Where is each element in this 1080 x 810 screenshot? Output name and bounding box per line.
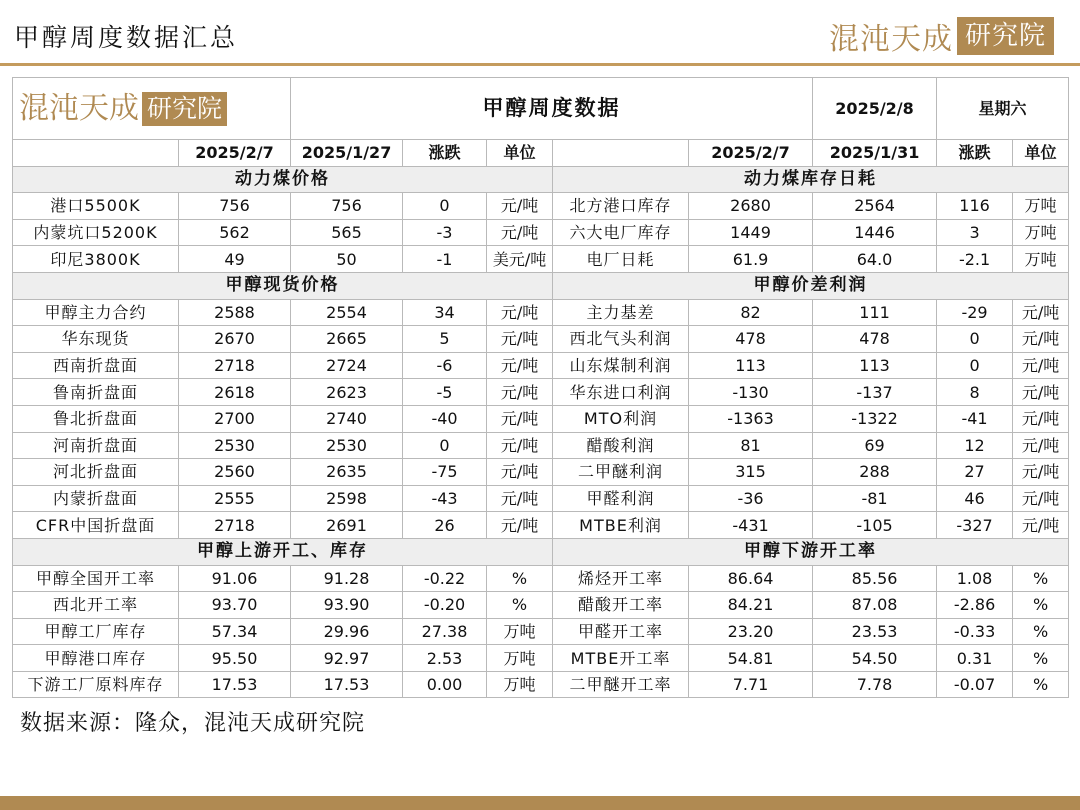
right-previous-cell: 64.0 [813, 246, 937, 273]
table-row [13, 352, 1069, 379]
left-current-cell: 2530 [179, 432, 291, 459]
left-unit-cell: 万吨 [487, 671, 553, 698]
right-change-cell: 12 [937, 432, 1013, 459]
right-unit-cell: % [1013, 618, 1069, 645]
table-logo-text: 混沌天成 [19, 91, 139, 126]
left-current-cell: 2588 [179, 299, 291, 326]
right-change-cell: -2.86 [937, 592, 1013, 619]
section-title-left: 甲醇上游开工、库存 [13, 538, 553, 565]
table-header-row [13, 78, 1069, 140]
right-change-cell: -327 [937, 512, 1013, 539]
right-change-cell: 116 [937, 193, 1013, 220]
left-unit-cell: 元/吨 [487, 405, 553, 432]
right-previous-cell: 7.78 [813, 671, 937, 698]
right-current-cell: 84.21 [689, 592, 813, 619]
right-previous-cell: 87.08 [813, 592, 937, 619]
left-change-cell: 5 [403, 326, 487, 353]
column-header-left-current: 2025/2/7 [179, 140, 291, 167]
right-previous-cell: 85.56 [813, 565, 937, 592]
table-row [13, 645, 1069, 672]
right-change-cell: 0.31 [937, 645, 1013, 672]
right-current-cell: 86.64 [689, 565, 813, 592]
left-name-cell: 鲁北折盘面 [13, 405, 179, 432]
right-previous-cell: 478 [813, 326, 937, 353]
right-current-cell: 478 [689, 326, 813, 353]
right-previous-cell: -105 [813, 512, 937, 539]
left-previous-cell: 2554 [291, 299, 403, 326]
column-header-left-unit: 单位 [487, 140, 553, 167]
left-change-cell: -6 [403, 352, 487, 379]
left-current-cell: 49 [179, 246, 291, 273]
right-name-cell: 电厂日耗 [553, 246, 689, 273]
left-unit-cell: % [487, 592, 553, 619]
left-previous-cell: 565 [291, 219, 403, 246]
left-name-cell: 内蒙折盘面 [13, 485, 179, 512]
left-previous-cell: 17.53 [291, 671, 403, 698]
left-current-cell: 2718 [179, 352, 291, 379]
table-logo-seal: 研究院 [142, 92, 227, 126]
right-unit-cell: 元/吨 [1013, 432, 1069, 459]
right-unit-cell: 元/吨 [1013, 326, 1069, 353]
left-change-cell: 26 [403, 512, 487, 539]
left-name-cell: 华东现货 [13, 326, 179, 353]
header-divider [0, 63, 1080, 66]
right-unit-cell: 元/吨 [1013, 299, 1069, 326]
column-header-blank-right [553, 140, 689, 167]
left-change-cell: -0.22 [403, 565, 487, 592]
left-change-cell: -75 [403, 459, 487, 486]
left-change-cell: 34 [403, 299, 487, 326]
left-unit-cell: 元/吨 [487, 432, 553, 459]
left-current-cell: 91.06 [179, 565, 291, 592]
right-name-cell: 烯烃开工率 [553, 565, 689, 592]
left-current-cell: 93.70 [179, 592, 291, 619]
right-name-cell: 二甲醚开工率 [553, 671, 689, 698]
right-name-cell: 醋酸开工率 [553, 592, 689, 619]
right-name-cell: 华东进口利润 [553, 379, 689, 406]
left-current-cell: 2670 [179, 326, 291, 353]
right-name-cell: 北方港口库存 [553, 193, 689, 220]
column-header-left-previous: 2025/1/27 [291, 140, 403, 167]
column-header-right-unit: 单位 [1013, 140, 1069, 167]
left-change-cell: -3 [403, 219, 487, 246]
right-name-cell: 二甲醚利润 [553, 459, 689, 486]
right-change-cell: 3 [937, 219, 1013, 246]
right-unit-cell: 元/吨 [1013, 352, 1069, 379]
left-name-cell: 甲醇全国开工率 [13, 565, 179, 592]
left-unit-cell: 元/吨 [487, 379, 553, 406]
table-row [13, 299, 1069, 326]
right-change-cell: 0 [937, 326, 1013, 353]
right-name-cell: 醋酸利润 [553, 432, 689, 459]
right-previous-cell: -137 [813, 379, 937, 406]
right-current-cell: 315 [689, 459, 813, 486]
section-header-row [13, 272, 1069, 299]
left-unit-cell: 元/吨 [487, 299, 553, 326]
left-previous-cell: 29.96 [291, 618, 403, 645]
table-row [13, 405, 1069, 432]
left-change-cell: 2.53 [403, 645, 487, 672]
right-current-cell: 23.20 [689, 618, 813, 645]
right-change-cell: -41 [937, 405, 1013, 432]
left-change-cell: -0.20 [403, 592, 487, 619]
left-change-cell: 0 [403, 193, 487, 220]
left-name-cell: 西北开工率 [13, 592, 179, 619]
page-title: 甲醇周度数据汇总 [14, 23, 239, 52]
data-source-note: 数据来源：隆众，混沌天成研究院 [20, 711, 366, 736]
brand-logo-text: 混沌天成 [828, 22, 953, 57]
column-header-row [13, 140, 1069, 167]
left-change-cell: -43 [403, 485, 487, 512]
left-name-cell: 甲醇主力合约 [13, 299, 179, 326]
left-unit-cell: 万吨 [487, 618, 553, 645]
right-unit-cell: 万吨 [1013, 246, 1069, 273]
left-name-cell: 鲁南折盘面 [13, 379, 179, 406]
section-title-right: 动力煤库存日耗 [553, 166, 1069, 193]
left-name-cell: CFR中国折盘面 [13, 512, 179, 539]
left-name-cell: 港口5500K [13, 193, 179, 220]
right-previous-cell: -81 [813, 485, 937, 512]
brand-logo [829, 14, 1054, 58]
left-unit-cell: % [487, 565, 553, 592]
left-previous-cell: 93.90 [291, 592, 403, 619]
left-unit-cell: 元/吨 [487, 459, 553, 486]
right-previous-cell: 69 [813, 432, 937, 459]
right-unit-cell: % [1013, 671, 1069, 698]
table-row [13, 485, 1069, 512]
right-change-cell: 8 [937, 379, 1013, 406]
left-current-cell: 2618 [179, 379, 291, 406]
section-header-row [13, 166, 1069, 193]
table-row [13, 246, 1069, 273]
right-unit-cell: 元/吨 [1013, 405, 1069, 432]
right-current-cell: 61.9 [689, 246, 813, 273]
left-previous-cell: 756 [291, 193, 403, 220]
right-current-cell: 54.81 [689, 645, 813, 672]
left-change-cell: -5 [403, 379, 487, 406]
left-previous-cell: 91.28 [291, 565, 403, 592]
table-row [13, 671, 1069, 698]
right-previous-cell: 111 [813, 299, 937, 326]
left-previous-cell: 2740 [291, 405, 403, 432]
right-current-cell: -1363 [689, 405, 813, 432]
brand-logo-seal: 研究院 [957, 17, 1054, 55]
table-row [13, 193, 1069, 220]
right-current-cell: 1449 [689, 219, 813, 246]
left-name-cell: 内蒙坑口5200K [13, 219, 179, 246]
right-current-cell: -431 [689, 512, 813, 539]
table-logo [13, 78, 291, 140]
left-unit-cell: 元/吨 [487, 485, 553, 512]
left-current-cell: 57.34 [179, 618, 291, 645]
left-current-cell: 95.50 [179, 645, 291, 672]
right-previous-cell: 54.50 [813, 645, 937, 672]
right-change-cell: -0.33 [937, 618, 1013, 645]
left-change-cell: -1 [403, 246, 487, 273]
right-change-cell: 27 [937, 459, 1013, 486]
left-unit-cell: 元/吨 [487, 219, 553, 246]
left-unit-cell: 元/吨 [487, 193, 553, 220]
left-previous-cell: 2530 [291, 432, 403, 459]
left-name-cell: 下游工厂原料库存 [13, 671, 179, 698]
left-current-cell: 562 [179, 219, 291, 246]
right-previous-cell: 288 [813, 459, 937, 486]
left-current-cell: 2555 [179, 485, 291, 512]
section-title-left: 动力煤价格 [13, 166, 553, 193]
right-current-cell: 82 [689, 299, 813, 326]
right-name-cell: 主力基差 [553, 299, 689, 326]
right-name-cell: MTBE开工率 [553, 645, 689, 672]
right-previous-cell: 1446 [813, 219, 937, 246]
right-change-cell: 1.08 [937, 565, 1013, 592]
left-previous-cell: 2623 [291, 379, 403, 406]
right-name-cell: 甲醛开工率 [553, 618, 689, 645]
column-header-left-change: 涨跌 [403, 140, 487, 167]
methanol-weekly-table [12, 77, 1069, 698]
left-previous-cell: 2724 [291, 352, 403, 379]
right-previous-cell: -1322 [813, 405, 937, 432]
right-unit-cell: 元/吨 [1013, 379, 1069, 406]
left-change-cell: 0 [403, 432, 487, 459]
right-current-cell: 7.71 [689, 671, 813, 698]
left-unit-cell: 美元/吨 [487, 246, 553, 273]
right-current-cell: 2680 [689, 193, 813, 220]
section-title-right: 甲醇下游开工率 [553, 538, 1069, 565]
column-header-right-change: 涨跌 [937, 140, 1013, 167]
left-change-cell: 0.00 [403, 671, 487, 698]
left-current-cell: 17.53 [179, 671, 291, 698]
right-current-cell: 113 [689, 352, 813, 379]
left-name-cell: 河北折盘面 [13, 459, 179, 486]
left-previous-cell: 50 [291, 246, 403, 273]
right-name-cell: 六大电厂库存 [553, 219, 689, 246]
right-current-cell: 81 [689, 432, 813, 459]
column-header-right-previous: 2025/1/31 [813, 140, 937, 167]
left-unit-cell: 元/吨 [487, 352, 553, 379]
right-name-cell: 山东煤制利润 [553, 352, 689, 379]
left-name-cell: 西南折盘面 [13, 352, 179, 379]
right-previous-cell: 2564 [813, 193, 937, 220]
right-previous-cell: 113 [813, 352, 937, 379]
right-previous-cell: 23.53 [813, 618, 937, 645]
left-current-cell: 756 [179, 193, 291, 220]
left-unit-cell: 万吨 [487, 645, 553, 672]
table-row [13, 592, 1069, 619]
table-row [13, 618, 1069, 645]
column-header-right-current: 2025/2/7 [689, 140, 813, 167]
right-change-cell: -0.07 [937, 671, 1013, 698]
left-change-cell: -40 [403, 405, 487, 432]
left-change-cell: 27.38 [403, 618, 487, 645]
section-title-left: 甲醇现货价格 [13, 272, 553, 299]
left-name-cell: 河南折盘面 [13, 432, 179, 459]
right-change-cell: 0 [937, 352, 1013, 379]
right-unit-cell: 元/吨 [1013, 512, 1069, 539]
table-row [13, 459, 1069, 486]
left-current-cell: 2560 [179, 459, 291, 486]
left-current-cell: 2700 [179, 405, 291, 432]
right-name-cell: 西北气头利润 [553, 326, 689, 353]
report-date: 2025/2/8 [813, 78, 937, 140]
right-name-cell: MTBE利润 [553, 512, 689, 539]
left-previous-cell: 92.97 [291, 645, 403, 672]
report-weekday: 星期六 [937, 78, 1069, 140]
table-row [13, 326, 1069, 353]
right-unit-cell: % [1013, 565, 1069, 592]
right-current-cell: -36 [689, 485, 813, 512]
left-unit-cell: 元/吨 [487, 512, 553, 539]
column-header-blank-left [13, 140, 179, 167]
right-unit-cell: 元/吨 [1013, 459, 1069, 486]
right-current-cell: -130 [689, 379, 813, 406]
left-current-cell: 2718 [179, 512, 291, 539]
left-previous-cell: 2665 [291, 326, 403, 353]
section-header-row [13, 538, 1069, 565]
left-previous-cell: 2635 [291, 459, 403, 486]
table-row [13, 512, 1069, 539]
table-row [13, 379, 1069, 406]
table-row [13, 565, 1069, 592]
right-name-cell: 甲醛利润 [553, 485, 689, 512]
footer-bar [0, 796, 1080, 810]
left-previous-cell: 2691 [291, 512, 403, 539]
right-change-cell: -29 [937, 299, 1013, 326]
table-row [13, 432, 1069, 459]
left-name-cell: 甲醇工厂库存 [13, 618, 179, 645]
right-unit-cell: 元/吨 [1013, 485, 1069, 512]
left-unit-cell: 元/吨 [487, 326, 553, 353]
section-title-right: 甲醇价差利润 [553, 272, 1069, 299]
table-row [13, 219, 1069, 246]
right-name-cell: MTO利润 [553, 405, 689, 432]
right-change-cell: -2.1 [937, 246, 1013, 273]
right-change-cell: 46 [937, 485, 1013, 512]
left-name-cell: 甲醇港口库存 [13, 645, 179, 672]
right-unit-cell: % [1013, 645, 1069, 672]
left-name-cell: 印尼3800K [13, 246, 179, 273]
left-previous-cell: 2598 [291, 485, 403, 512]
right-unit-cell: 万吨 [1013, 193, 1069, 220]
right-unit-cell: 万吨 [1013, 219, 1069, 246]
right-unit-cell: % [1013, 592, 1069, 619]
table-title: 甲醇周度数据 [291, 78, 813, 140]
